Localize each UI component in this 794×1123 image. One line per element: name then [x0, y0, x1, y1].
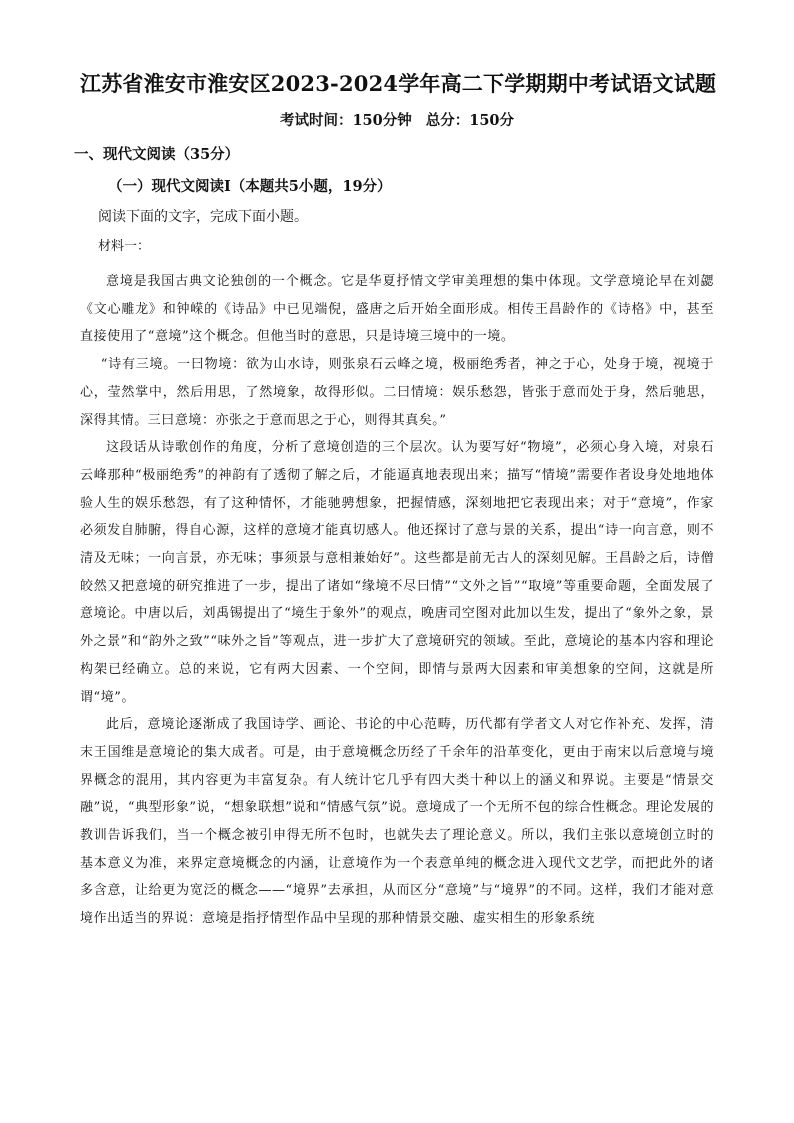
passage-paragraph: 意境是我国古典文论独创的一个概念。它是华夏抒情文学审美理想的集中体现。文学意境论早在刘勰《文心雕龙》和钟嵘的《诗品》中已见端倪，盛唐之后开始全面形成。相传王昌龄作的《诗格》中，甚至直接使用了“意境”这个概念。但他当时的意思，只是诗境三境中的一境。	[80, 274, 714, 345]
section-heading: 一、现代文阅读（35分）	[74, 146, 240, 163]
exam-total-score: 总分：150分	[425, 112, 515, 129]
passage-paragraph: 这段话从诗歌创作的角度，分析了意境创造的三个层次。认为要写好“物境”，必须心身入境，对泉石云峰那种“极丽绝秀”的神韵有了透彻了解之后，才能逼真地表现出来；描写“情境”需要作者设身处地地体验人生的娱乐愁怨，有了这种情怀，才能驰骋想象，把握情感，深刻地把它表现出来；对于“意境”，作家必须发自肺腑，得自心源，这样的意境才能真切感人。他还探讨了意与景的关系，提出“诗一向言意，则不清及无味；一向言景，亦无味；事须景与意相兼始好”。这些都是前无古人的深刻见解。王昌龄之后，诗僧皎然又把意境的研究推进了一步，提出了诸如“缘境不尽曰情”“文外之旨”“取境”等重要命题，全面发展了意境论。中唐以后，刘禹锡提出了“境生于象外”的观点，晚唐司空图对此加以生发，提出了“象外之象，景外之景”和“韵外之致”“味外之旨”等观点，进一步扩大了意境研究的领域。至此，意境论的基本内容和理论构架已经确立。总的来说，它有两大因素、一个空间，即情与景两大因素和审美想象的空间，这就是所谓“境”。	[80, 440, 714, 705]
material-label: 材料一：	[98, 239, 151, 254]
sub-heading: （一）现代文阅读Ⅰ（本题共5小题，19分）	[108, 178, 392, 195]
reading-instruction: 阅读下面的文字，完成下面小题。	[98, 209, 308, 225]
passage-body	[80, 268, 714, 933]
exam-info	[80, 110, 714, 132]
passage-paragraph: 此后，意境论逐渐成了我国诗学、画论、书论的中心范畴，历代都有学者文人对它作补充、发挥，清末王国维是意境论的集大成者。可是，由于意境概念历经了千余年的沿革变化，更由于南宋以后意境与境界概念的混用，其内容更为丰富复杂。有人统计它几乎有四大类十种以上的涵义和界说。主要是“情景交融”说，“典型形象”说，“想象联想”说和“情感气氛”说。意境成了一个无所不包的综合性概念。理论发展的教训告诉我们，当一个概念被引申得无所不包时，也就失去了理论意义。所以，我们主张以意境创立时的基本意义为准，来界定意境概念的内涵，让意境作为一个表意单纯的概念进入现代文艺学，而把此外的诸多含意，让给更为宽泛的概念——“境界”去承担，从而区分“意境”与“境界”的不同。这样，我们才能对意境作出适当的界说：意境是指抒情型作品中呈现的那种情景交融、虚实相生的形象系统	[80, 717, 714, 927]
exam-time: 考试时间：150分钟	[279, 112, 412, 129]
passage-paragraph: “诗有三境。一曰物境：欲为山水诗，则张泉石云峰之境，极丽绝秀者，神之于心，处身于境，视境于心，莹然掌中，然后用思，了然境象，故得形似。二曰情境：娱乐愁怨，皆张于意而处于身，然后驰思，深得其情。三曰意境：亦张之于意而思之于心，则得其真矣。”	[80, 357, 714, 428]
page-title: 江苏省淮安市淮安区2023-2024学年高二下学期期中考试语文试题	[80, 71, 717, 96]
